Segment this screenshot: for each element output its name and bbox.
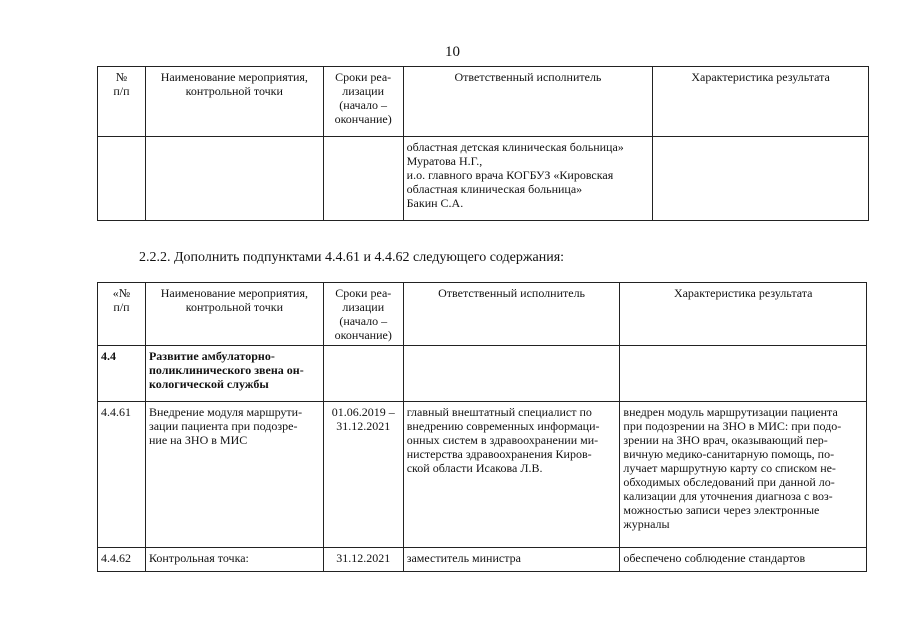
cell-result bbox=[620, 346, 867, 402]
page-number: 10 bbox=[445, 44, 460, 60]
table-header-row bbox=[98, 67, 869, 137]
cell-name-text: Внедрение модуля маршрути- зации пациента при подозре- ние на ЗНО в МИС bbox=[148, 405, 303, 447]
cell-num: 4.4.61 bbox=[98, 402, 146, 548]
cell-result bbox=[620, 402, 867, 548]
header-dates-text: Сроки реа- лизации (начало – окончание) bbox=[334, 70, 392, 126]
header-num bbox=[98, 67, 146, 137]
table-row bbox=[98, 548, 867, 572]
header-executor-text: Ответственный исполнитель bbox=[454, 70, 602, 84]
header-name-text: Наименование мероприятия, контрольной точки bbox=[160, 286, 308, 314]
header-dates bbox=[323, 67, 403, 137]
header-name-text: Наименование мероприятия, контрольной точки bbox=[160, 70, 308, 98]
header-num-text: № п/п bbox=[113, 70, 130, 98]
header-result-text: Характеристика результата bbox=[673, 286, 813, 300]
cell-executor-text: главный внештатный специалист по внедрению современных информаци- онных систем в здравоохранении ми- нистерства здравоохранения Киров- ской области Исакова Л.В. bbox=[406, 405, 600, 475]
cell-dates-text: 01.06.2019 – 31.12.2021 bbox=[331, 405, 395, 433]
header-dates-text: Сроки реа- лизации (начало – окончание) bbox=[334, 286, 392, 342]
cell-executor-text: областная детская клиническая больница» Муратова Н.Г., и.о. главного врача КОГБУЗ «Кировская областная клиническая больница» Бакин С.А. bbox=[406, 140, 624, 210]
cell-dates bbox=[323, 346, 403, 402]
cell-name bbox=[145, 346, 323, 402]
table-row bbox=[98, 137, 869, 221]
cell-name bbox=[145, 402, 323, 548]
table-row bbox=[98, 346, 867, 402]
table-row bbox=[98, 402, 867, 548]
cell-dates bbox=[323, 137, 403, 221]
table-continuation bbox=[97, 66, 869, 221]
cell-result bbox=[653, 137, 869, 221]
cell-executor bbox=[403, 137, 653, 221]
table-header-row bbox=[98, 283, 867, 346]
cell-num bbox=[98, 137, 146, 221]
intro-paragraph: 2.2.2. Дополнить подпунктами 4.4.61 и 4.4.62 следующего содержания: bbox=[139, 250, 565, 265]
cell-dates: 31.12.2021 bbox=[323, 548, 403, 572]
header-num bbox=[98, 283, 146, 346]
cell-result: обеспечено соблюдение стандартов bbox=[620, 548, 867, 572]
cell-executor bbox=[403, 402, 620, 548]
cell-result-text: внедрен модуль маршрутизации пациента при подозрении на ЗНО в МИС: при подо- зрении на ЗНО врач, оказывающий пер- вичную медико-санитарную помощь, по- лучает маршрутную карту со списком не- обходимых обследований при данной ло- кализации для уточнения диагноза с воз- можностью записи через электронные журналы bbox=[623, 405, 842, 531]
header-result bbox=[653, 67, 869, 137]
header-name bbox=[145, 283, 323, 346]
header-executor bbox=[403, 283, 620, 346]
cell-dates bbox=[323, 402, 403, 548]
header-name bbox=[145, 67, 323, 137]
header-executor-text: Ответственный исполнитель bbox=[438, 286, 586, 300]
table-additions bbox=[97, 282, 867, 572]
cell-name: Контрольная точка: bbox=[145, 548, 323, 572]
header-executor bbox=[403, 67, 653, 137]
cell-executor bbox=[403, 346, 620, 402]
cell-num: 4.4 bbox=[98, 346, 146, 402]
header-result bbox=[620, 283, 867, 346]
cell-num: 4.4.62 bbox=[98, 548, 146, 572]
cell-executor: заместитель министра bbox=[403, 548, 620, 572]
header-dates bbox=[323, 283, 403, 346]
header-result-text: Характеристика результата bbox=[691, 70, 830, 84]
cell-name-text: Развитие амбулаторно- поликлинического звена он- кологической службы bbox=[148, 349, 304, 391]
cell-name bbox=[145, 137, 323, 221]
header-num-text: «№ п/п bbox=[112, 286, 131, 314]
